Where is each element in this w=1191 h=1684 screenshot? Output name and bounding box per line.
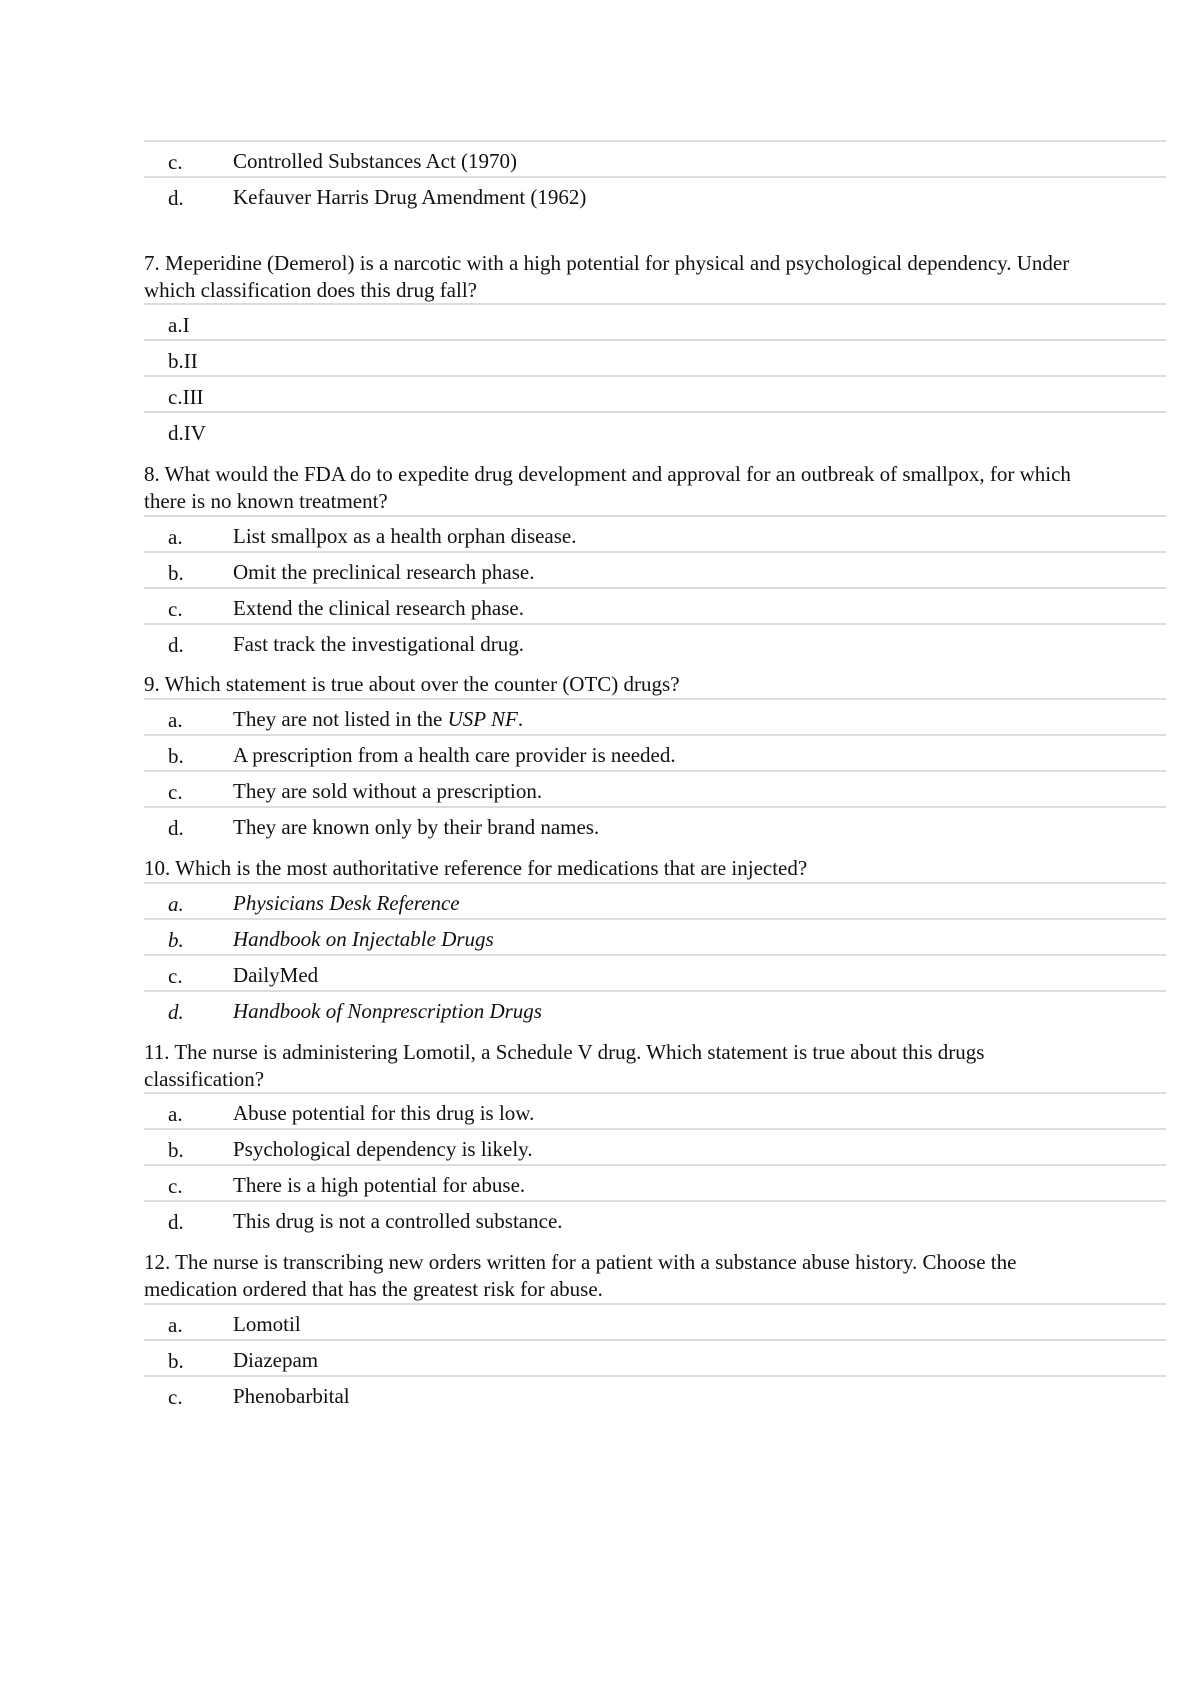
option-text-italic: USP NF [447, 707, 518, 731]
question-10-options [144, 882, 1166, 1026]
option-text: Abuse potential for this drug is low. [233, 1101, 535, 1125]
question-12-stem: 12. The nurse is transcribing new orders written for a patient with a substance abuse history. Choose the medication ordered that has the greatest risk for abuse. [144, 1250, 1017, 1301]
answer-option[interactable] [144, 1200, 1166, 1236]
option-letter: b.II [168, 349, 198, 373]
option-text: Lomotil [233, 1312, 301, 1336]
answer-option[interactable] [144, 990, 1166, 1026]
option-letter: d.IV [168, 421, 206, 445]
option-text: Omit the preclinical research phase. [233, 560, 535, 584]
option-letter: d. [168, 1000, 184, 1024]
question-11-options [144, 1092, 1166, 1236]
option-letter: b. [168, 1138, 184, 1162]
option-letter: d. [168, 816, 184, 840]
option-letter: d. [168, 1210, 184, 1234]
option-text: A prescription from a health care provider is needed. [233, 743, 676, 767]
option-text: Fast track the investigational drug. [233, 632, 525, 656]
option-letter: a. [168, 1102, 183, 1126]
option-text: This drug is not a controlled substance. [233, 1209, 563, 1233]
option-text: Extend the clinical research phase. [233, 596, 524, 620]
option-letter: a. [168, 1313, 183, 1337]
answer-option[interactable] [144, 551, 1166, 587]
answer-option[interactable] [144, 176, 1166, 212]
option-letter: c. [168, 597, 183, 621]
option-letter: d. [168, 186, 184, 210]
answer-option[interactable] [144, 882, 1166, 918]
option-letter: c. [168, 1385, 183, 1409]
option-letter: d. [168, 633, 184, 657]
answer-option[interactable] [144, 918, 1166, 954]
option-text: Phenobarbital [233, 1384, 350, 1408]
question-7-stem: 7. Meperidine (Demerol) is a narcotic with a high potential for physical and psychological dependency. Under which classification does this drug fall? [144, 251, 1070, 302]
answer-option[interactable] [144, 515, 1166, 551]
answer-option[interactable] [144, 587, 1166, 623]
question-8-options [144, 515, 1166, 659]
answer-option[interactable] [144, 1375, 1166, 1411]
answer-option[interactable] [144, 1164, 1166, 1200]
option-letter: b. [168, 1349, 184, 1373]
option-text [233, 708, 523, 730]
option-text: They are sold without a prescription. [233, 779, 543, 803]
answer-option[interactable] [144, 411, 1166, 447]
answer-option[interactable] [144, 770, 1166, 806]
answer-option[interactable] [144, 339, 1166, 375]
option-letter: a. [168, 708, 183, 732]
option-text-suffix: . [517, 707, 524, 731]
option-letter: b. [168, 561, 184, 585]
question-12-options [144, 1303, 1166, 1411]
answer-option[interactable] [144, 806, 1166, 842]
answer-option[interactable] [144, 140, 1166, 176]
option-text-prefix: They are not listed in the [233, 707, 448, 731]
option-letter: a.I [168, 313, 190, 337]
question-7-options [144, 303, 1166, 447]
option-letter: a. [168, 525, 183, 549]
question-8-stem: 8. What would the FDA do to expedite drug development and approval for an outbreak of smallpox, for which there is no known treatment? [144, 462, 1071, 513]
option-letter: c.III [168, 385, 204, 409]
answer-option[interactable] [144, 1303, 1166, 1339]
answer-option[interactable] [144, 734, 1166, 770]
option-text: Handbook on Injectable Drugs [233, 927, 494, 951]
answer-option[interactable] [144, 623, 1166, 659]
answer-option[interactable] [144, 698, 1166, 734]
answer-option[interactable] [144, 375, 1166, 411]
option-letter: c. [168, 780, 183, 804]
option-letter: c. [168, 964, 183, 988]
option-text: DailyMed [233, 963, 319, 987]
option-text: Controlled Substances Act (1970) [233, 149, 518, 173]
option-letter: b. [168, 744, 184, 768]
answer-option[interactable] [144, 1092, 1166, 1128]
option-text: Kefauver Harris Drug Amendment (1962) [233, 185, 587, 209]
answer-option[interactable] [144, 954, 1166, 990]
option-text: Physicians Desk Reference [233, 891, 460, 915]
option-letter: c. [168, 1174, 183, 1198]
answer-option[interactable] [144, 1339, 1166, 1375]
question-9-stem: 9. Which statement is true about over the counter (OTC) drugs? [144, 672, 680, 696]
option-letter: c. [168, 150, 183, 174]
question-10-stem: 10. Which is the most authoritative reference for medications that are injected? [144, 856, 808, 880]
continued-options [144, 140, 1166, 212]
option-text: Handbook of Nonprescription Drugs [233, 999, 542, 1023]
option-text: They are known only by their brand names. [233, 815, 600, 839]
option-text: Psychological dependency is likely. [233, 1137, 533, 1161]
answer-option[interactable] [144, 1128, 1166, 1164]
option-letter: b. [168, 928, 184, 952]
question-9-options [144, 698, 1166, 842]
option-letter: a. [168, 892, 184, 916]
option-text: List smallpox as a health orphan disease. [233, 524, 577, 548]
option-text: Diazepam [233, 1348, 319, 1372]
option-text: There is a high potential for abuse. [233, 1173, 526, 1197]
question-11-stem: 11. The nurse is administering Lomotil, a Schedule V drug. Which statement is true about this drugs classification? [144, 1040, 985, 1091]
answer-option[interactable] [144, 303, 1166, 339]
